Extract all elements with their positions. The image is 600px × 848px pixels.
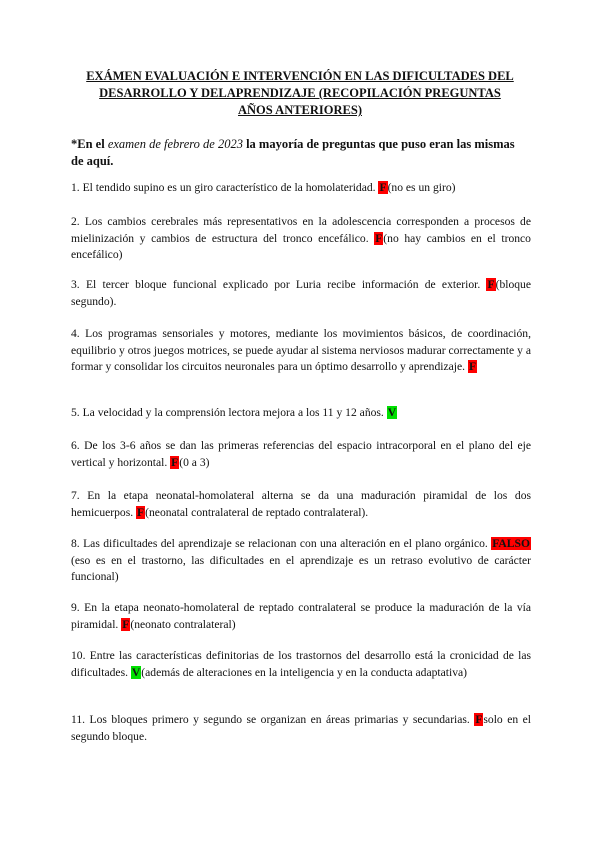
answer-note: (no es un giro) <box>387 181 456 194</box>
answer-note: (además de alteraciones en la inteligencia y en la conducta adaptativa) <box>141 665 468 679</box>
question-item <box>71 405 531 422</box>
question-text: 9. En la etapa neonato-homolateral de reptado contralateral se produce la maduración de la vía piramidal. <box>71 601 531 631</box>
question-text: 3. El tercer bloque funcional explicado por Luria recibe información de exterior. <box>71 278 487 291</box>
answer-mark: F <box>487 278 495 291</box>
answer-note: (neonato contralateral) <box>130 617 236 631</box>
question-text: 11. Los bloques primero y segundo se organizan en áreas primarias y secundarias. <box>71 713 475 726</box>
question-item <box>71 712 531 745</box>
question-item <box>71 277 531 310</box>
answer-mark: F <box>375 231 383 245</box>
answer-note: (bloque segundo). <box>71 278 531 308</box>
answer-note: (neonatal contralateral de reptado contralateral). <box>145 505 369 519</box>
intro-suffix: la mayoría de preguntas que puso eran las mismas de aquí. <box>71 137 515 168</box>
answer-mark: F <box>137 505 145 519</box>
title-line: DESARROLLO Y DELAPRENDIZAJE (RECOPILACIÓN PREGUNTAS <box>99 86 501 100</box>
answer-mark: F <box>475 713 483 726</box>
question-text: 10. Entre las características definitorias de los trastornos del desarrollo está la cronicidad de las dificultades. <box>71 649 531 679</box>
answer-note: (no hay cambios en el tronco encefálico) <box>71 231 531 261</box>
question-item <box>71 214 531 264</box>
answer-mark: V <box>387 406 397 419</box>
question-text: 4. Los programas sensoriales y motores, mediante los movimientos básicos, de coordinación, equilibrio y otros juegos motrices, se puede ayudar al sistema nerviosos madurar correctamente y a formar y consolidar los circuitos neuronales para un óptimo desarrollo y aprendizaje. <box>71 327 531 373</box>
question-item <box>71 600 531 633</box>
question-text: 8. Las dificultades del aprendizaje se relacionan con una alteración en el plano orgánico. <box>71 537 492 550</box>
question-item <box>71 536 531 586</box>
question-text: 2. Los cambios cerebrales más representativos en la adolescencia corresponden a procesos de mielinización y cambios de estructura del tronco encefálico. <box>71 215 531 245</box>
intro-note <box>71 136 529 170</box>
answer-mark: F <box>379 181 387 194</box>
question-text: 7. En la etapa neonatal-homolateral alterna se da una maduración piramidal de los dos hemicuerpos. <box>71 489 531 519</box>
question-text: 6. De los 3-6 años se dan las primeras referencias del espacio intracorporal en el plano del eje vertical y horizontal. <box>71 439 531 469</box>
question-text: 1. El tendido supino es un giro característico de la homolateridad. <box>71 181 379 194</box>
question-item <box>71 648 531 681</box>
question-item <box>71 326 531 376</box>
intro-prefix: *En el <box>71 137 108 151</box>
answer-mark: V <box>131 665 141 679</box>
title-line: AÑOS ANTERIORES) <box>238 103 362 117</box>
answer-mark: F <box>122 617 130 631</box>
answer-mark: F <box>468 360 477 373</box>
answer-note: solo en el segundo bloque. <box>71 713 531 743</box>
document-title <box>80 68 520 119</box>
answer-mark: F <box>171 455 179 469</box>
answer-mark: FALSO <box>492 537 530 550</box>
question-item <box>71 180 531 197</box>
title-line: EXÁMEN EVALUACIÓN E INTERVENCIÓN EN LAS DIFICULTADES DEL <box>86 69 514 83</box>
answer-note: (0 a 3) <box>179 455 210 469</box>
answer-note: (eso es en el trastorno, las dificultades en el aprendizaje es un retraso evolutivo de carácter funcional) <box>71 553 531 583</box>
question-item <box>71 438 531 471</box>
intro-exam-date: examen de febrero de 2023 <box>107 137 243 151</box>
question-item <box>71 488 531 521</box>
question-text: 5. La velocidad y la comprensión lectora mejora a los 11 y 12 años. <box>71 406 387 419</box>
